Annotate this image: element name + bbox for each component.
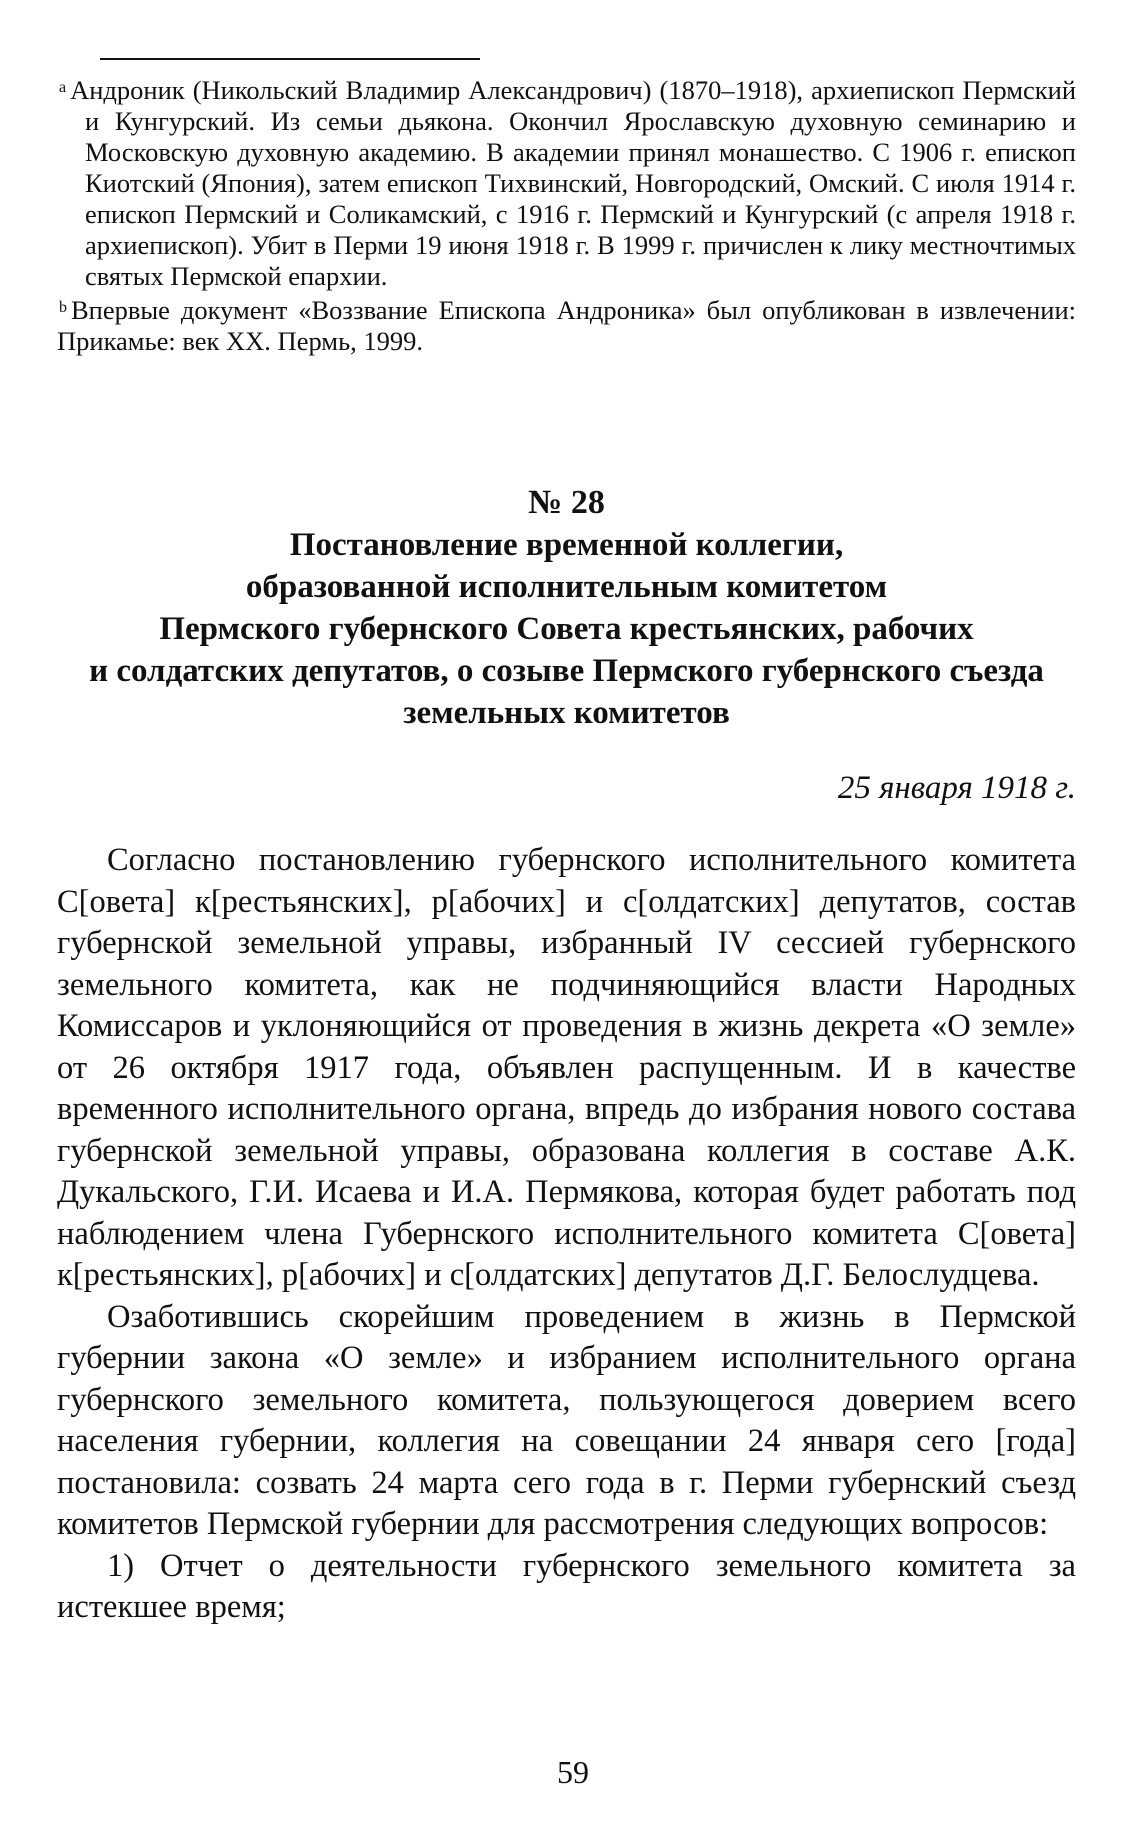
document-number: № 28 (528, 484, 605, 521)
footnote-a (57, 72, 1076, 292)
footnote-separator (100, 58, 480, 60)
footnote-text: Андроник (Никольский Владимир Александрович) (1870–1918), архиепископ Пермский и Кунгурский. Из семьи дьякона. Окончил Ярославскую духовную семинарию и Московскую духовную академию. В академии принял монашество. С 1906 г. епископ Киотский (Япония), затем епископ Тихвинский, Новгородский, Омский. С июля 1914 г. епископ Пермский и Соликамский, с 1916 г. Пермский и Кунгурский (с апреля 1918 г. архиепископ). Убит в Перми 19 июня 1918 г. В 1999 г. причислен к лику местночтимых святых Пермской епархии. (70, 75, 1076, 291)
document-body (57, 840, 1076, 1629)
document-title-line: Пермского губернского Совета крестьянских, рабочих (159, 611, 974, 647)
document-title-line: образованной исполнительным комитетом (245, 569, 888, 605)
document-date: 25 января 1918 г. (837, 770, 1076, 806)
body-paragraph: Согласно постановлению губернского исполнительного комитета С[овета] к[рестьянских], р[абочих] и с[олдатских] депутатов, состав губернской земельной управы, избранный IV сессией губернского земельного комитета, как не подчиняющийся власти Народных Комиссаров и уклоняющийся от проведения в жизнь декрета «О земле» от 26 октября 1917 года, объявлен распущенным. И в качестве временного исполнительного органа, впредь до избрания нового состава губернской земельной управы, образована коллегия в составе А.К. Дукальского, Г.И. Исаева и И.А. Пермякова, которая будет работать под наблюдением члена Губернского исполнительного комитета С[овета] к[рестьянских], р[абочих] и с[олдатских] депутатов Д.Г. Белослудцева. (57, 842, 1076, 1293)
document-heading (57, 482, 1076, 734)
footnotes-block (57, 72, 1076, 357)
body-paragraph: Озаботившись скорейшим проведением в жизнь в Пермской губернии закона «О земле» и избранием исполнительного органа губернского земельного комитета, пользующегося доверием всего населения губернии, коллегия на совещании 24 января сего [года] постановила: созвать 24 марта сего года в г. Перми губернский съезд комитетов Пермской губернии для рассмотрения следующих вопросов: (57, 1298, 1076, 1542)
page-number: 59 (557, 1754, 589, 1790)
document-title-line: Постановление временной коллегии, (289, 527, 844, 563)
document-title-line: и солдатских депутатов, о созыве Пермского губернского съезда (89, 653, 1044, 689)
footnote-marker: a (59, 79, 67, 96)
document-title-line: земельных комитетов (403, 695, 730, 731)
footnote-text: Впервые документ «Воззвание Епископа Андроника» был опубликован в извлечении: Прикамье: век XX. Пермь, 1999. (57, 295, 1076, 356)
footnote-marker: b (59, 299, 67, 316)
footnote-b (57, 292, 1076, 357)
body-paragraph: 1) Отчет о деятельности губернского земельного комитета за истекшее время; (57, 1547, 1076, 1625)
